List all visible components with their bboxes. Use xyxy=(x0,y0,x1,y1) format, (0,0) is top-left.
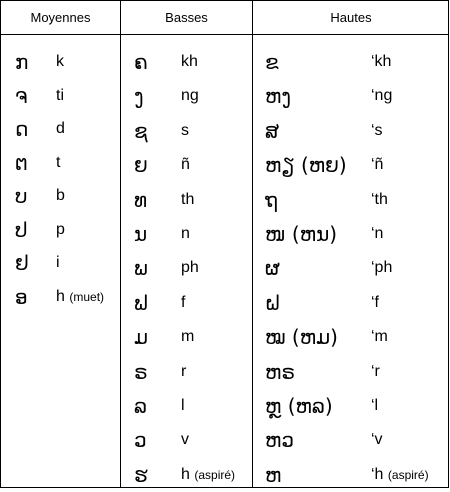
consonant-row xyxy=(121,45,252,79)
consonant-row xyxy=(121,389,252,423)
transliteration-text: ‘ng xyxy=(371,87,393,105)
transliteration xyxy=(371,251,392,285)
transliteration-text: ng xyxy=(181,87,199,105)
transliteration-text: ‘n xyxy=(371,224,384,242)
transliteration xyxy=(181,251,199,285)
transliteration xyxy=(181,458,235,492)
transliteration xyxy=(371,389,378,423)
transliteration-text: ph xyxy=(181,259,199,277)
column-moyennes xyxy=(1,45,120,313)
transliteration xyxy=(371,423,383,457)
transliteration-text: m xyxy=(181,328,195,346)
header-basses: Basses xyxy=(165,10,208,25)
consonant-row xyxy=(1,280,120,314)
transliteration-text: ñ xyxy=(181,156,190,174)
transliteration xyxy=(371,79,392,113)
transliteration-text: d xyxy=(56,120,65,137)
lao-letter: ໝ (ຫມ) xyxy=(265,325,338,350)
consonant-row xyxy=(253,355,449,389)
transliteration xyxy=(56,79,64,113)
lao-letter: ຕ xyxy=(15,150,28,175)
consonant-row xyxy=(1,45,120,79)
lao-letter: ປ xyxy=(15,217,28,242)
transliteration-text: b xyxy=(56,187,65,204)
transliteration xyxy=(56,246,60,280)
lao-letter: ກ xyxy=(15,50,29,74)
lao-letter: ຢ xyxy=(15,251,29,275)
transliteration-text: ‘h xyxy=(371,465,384,483)
consonant-row xyxy=(253,423,449,457)
transliteration xyxy=(371,217,383,251)
lao-letter: ລ xyxy=(134,393,147,418)
transliteration xyxy=(56,280,104,314)
transliteration-text: ‘ñ xyxy=(371,156,384,174)
consonant-row xyxy=(253,320,449,354)
transliteration-text: v xyxy=(181,431,189,449)
consonant-row xyxy=(121,320,252,354)
consonant-row xyxy=(253,458,449,492)
consonant-row xyxy=(253,148,449,182)
consonant-row xyxy=(1,246,120,280)
lao-letter: ຍ xyxy=(134,153,148,178)
lao-letter: ຣ xyxy=(134,359,148,384)
transliteration-text: s xyxy=(181,121,189,139)
lao-letter: ໜ (ຫນ) xyxy=(265,221,338,246)
transliteration-text: n xyxy=(181,224,190,242)
transliteration xyxy=(371,148,383,182)
transliteration-text: ‘th xyxy=(371,190,388,208)
consonant-row xyxy=(1,213,120,247)
consonant-row xyxy=(253,183,449,217)
transliteration-text: ‘r xyxy=(371,362,380,380)
consonant-row xyxy=(121,217,252,251)
consonant-row xyxy=(121,251,252,285)
transliteration xyxy=(181,389,185,423)
transliteration xyxy=(56,112,65,146)
transliteration xyxy=(181,286,185,320)
transliteration xyxy=(371,458,429,492)
consonant-row xyxy=(1,112,120,146)
transliteration-note: (muet) xyxy=(69,289,105,304)
transliteration-text: k xyxy=(56,53,64,70)
transliteration xyxy=(371,183,388,217)
transliteration-text: kh xyxy=(181,53,198,70)
transliteration-text: ‘v xyxy=(371,431,383,449)
lao-letter: ບ xyxy=(15,184,28,208)
transliteration-text: ‘m xyxy=(371,328,388,346)
transliteration-text: p xyxy=(56,220,65,238)
lao-letter: ທ xyxy=(134,187,148,212)
lao-letter: ຂ xyxy=(265,50,279,74)
header-moyennes: Moyennes xyxy=(30,10,91,25)
lao-letter: ຫຽ (ຫຍ) xyxy=(265,153,347,178)
lao-letter: ຮ xyxy=(134,462,148,487)
transliteration xyxy=(371,320,388,354)
consonant-row xyxy=(121,79,252,113)
lao-letter: ສ xyxy=(265,118,280,143)
consonant-row xyxy=(253,217,449,251)
consonant-row xyxy=(253,286,449,320)
transliteration xyxy=(181,183,194,217)
header-divider xyxy=(1,34,448,35)
transliteration-text: t xyxy=(56,153,61,171)
consonant-row xyxy=(121,148,252,182)
lao-letter: ຝ xyxy=(265,290,281,315)
transliteration xyxy=(181,114,189,148)
transliteration-text: th xyxy=(181,190,195,208)
column-hautes xyxy=(253,45,449,492)
transliteration-text: ‘kh xyxy=(371,53,392,70)
consonant-row xyxy=(253,79,449,113)
column-basses xyxy=(121,45,252,492)
lao-letter: ງ xyxy=(134,84,144,109)
transliteration-text: ‘ph xyxy=(371,259,393,277)
transliteration-note: (aspiré) xyxy=(387,467,429,482)
transliteration xyxy=(371,355,380,389)
transliteration xyxy=(371,286,379,320)
transliteration xyxy=(181,423,189,457)
transliteration xyxy=(56,213,65,247)
transliteration-text: h xyxy=(56,287,65,305)
header-hautes: Hautes xyxy=(330,10,372,25)
lao-letter: ຊ xyxy=(134,118,148,143)
lao-letter: ດ xyxy=(15,117,29,141)
consonant-row xyxy=(253,251,449,285)
consonant-row xyxy=(1,146,120,180)
transliteration xyxy=(56,45,64,79)
transliteration xyxy=(371,114,383,148)
lao-letter: ຄ xyxy=(134,50,148,74)
lao-letter: ຫ xyxy=(265,462,282,487)
transliteration-text: ‘s xyxy=(371,121,383,139)
transliteration-text: r xyxy=(181,362,187,380)
transliteration-note: (aspiré) xyxy=(194,467,236,482)
transliteration xyxy=(181,217,190,251)
consonant-row xyxy=(121,355,252,389)
consonant-row xyxy=(121,458,252,492)
transliteration-text: ‘f xyxy=(371,293,379,311)
lao-letter: ຫຣ xyxy=(265,359,296,384)
lao-letter: ຈ xyxy=(15,83,28,108)
lao-letter: ອ xyxy=(15,284,28,309)
consonant-row xyxy=(121,286,252,320)
lao-letter: ຟ xyxy=(134,290,148,315)
consonant-row xyxy=(253,45,449,79)
transliteration-text: ti xyxy=(56,86,64,104)
transliteration-text: h xyxy=(181,465,190,483)
transliteration xyxy=(181,79,199,113)
transliteration xyxy=(56,179,65,213)
lao-letter: ພ xyxy=(134,256,148,281)
transliteration xyxy=(181,45,198,79)
consonant-row xyxy=(121,114,252,148)
transliteration xyxy=(181,320,194,354)
lao-letter: ຫງ xyxy=(265,84,292,109)
consonant-row xyxy=(253,114,449,148)
lao-letter: ຫວ xyxy=(265,428,295,453)
lao-letter: ຖ xyxy=(265,187,278,212)
transliteration xyxy=(181,355,186,389)
transliteration-text: l xyxy=(181,396,185,414)
lao-letter: ມ xyxy=(134,325,149,350)
transliteration xyxy=(371,45,391,79)
consonant-row xyxy=(121,423,252,457)
lao-letter: ຜ xyxy=(265,256,280,281)
lao-letter: ນ xyxy=(134,221,148,246)
consonant-row xyxy=(1,179,120,213)
transliteration-text: i xyxy=(56,254,60,271)
lao-letter: ວ xyxy=(134,428,147,453)
transliteration xyxy=(56,146,60,180)
consonant-row xyxy=(1,79,120,113)
consonant-row xyxy=(121,183,252,217)
transliteration-text: ‘l xyxy=(371,396,379,414)
transliteration-text: f xyxy=(181,293,186,311)
consonant-row xyxy=(253,389,449,423)
transliteration xyxy=(181,148,190,182)
lao-letter: ຫຼ (ຫລ) xyxy=(265,393,333,418)
